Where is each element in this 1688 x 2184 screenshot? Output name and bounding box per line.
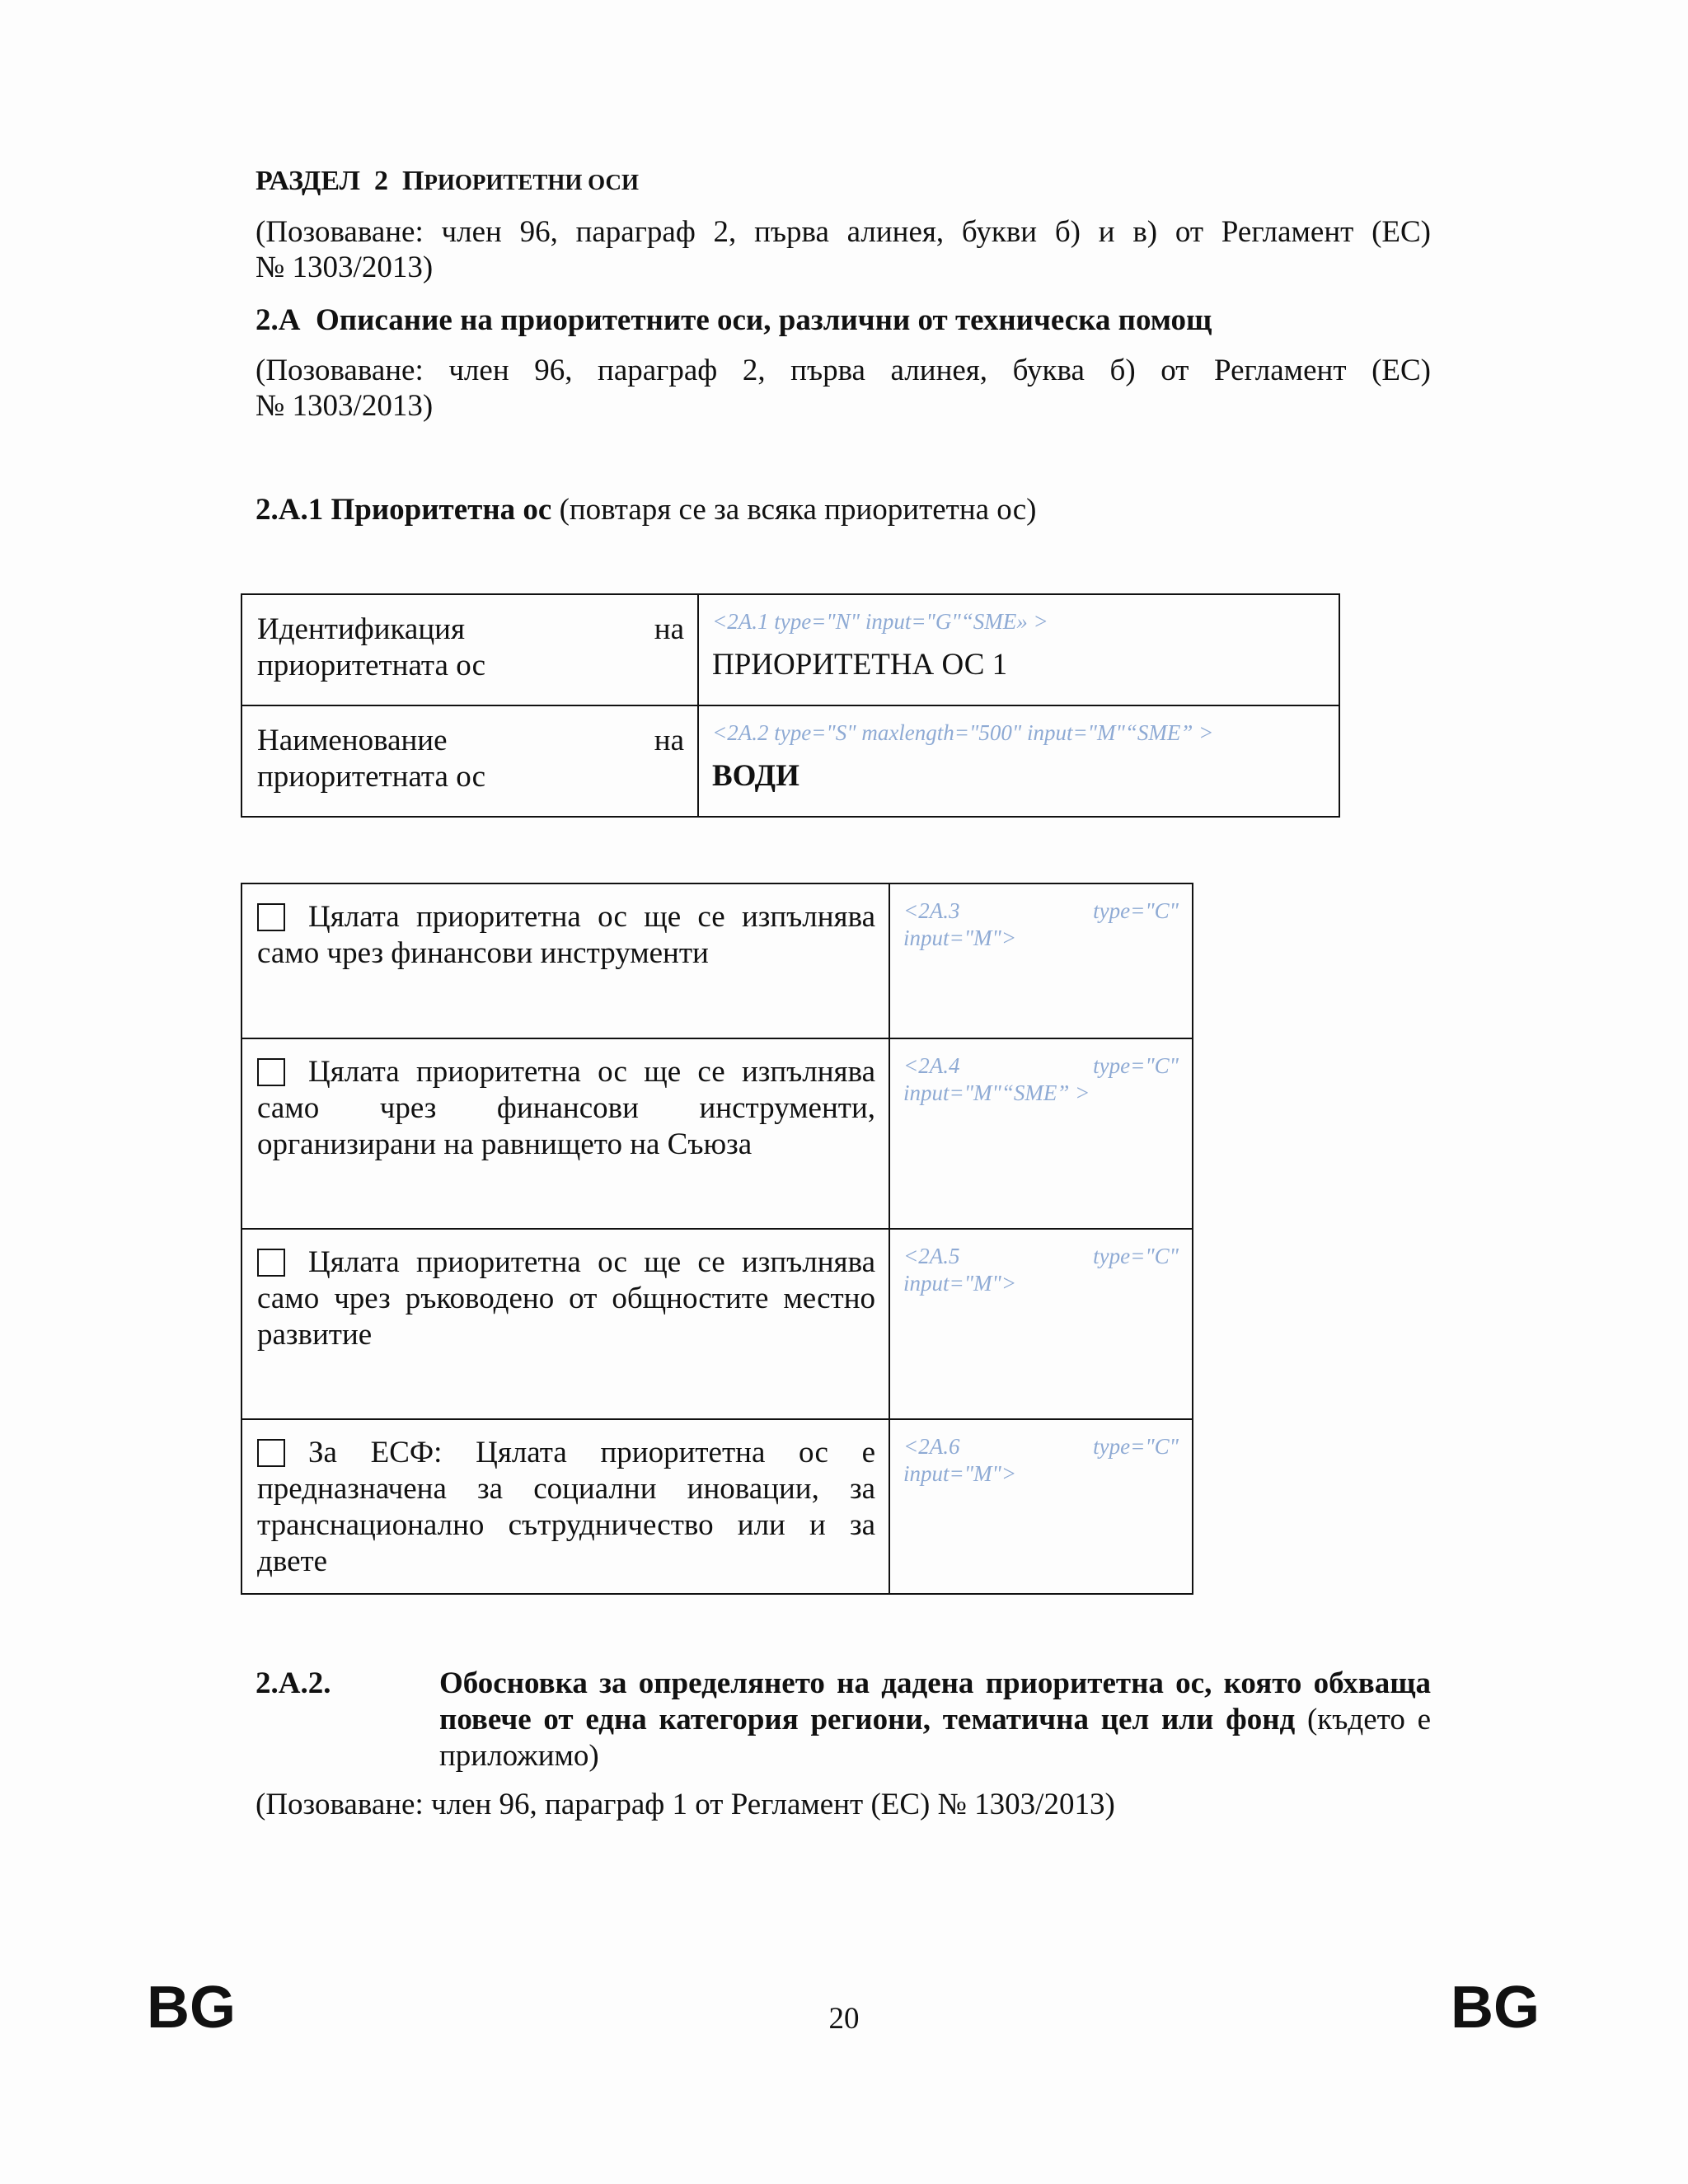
table-row	[241, 883, 1193, 1038]
option-text-cell	[241, 1038, 889, 1229]
option-meta-cell	[889, 1419, 1193, 1594]
option-field-input: input="M">	[903, 926, 1017, 950]
option-text-cell	[241, 1419, 889, 1594]
option-line: само чрез финансови инструменти	[257, 936, 709, 970]
implementation-options-table	[241, 883, 1193, 1595]
subsection-2a2-number: 2.А.2.	[256, 1666, 331, 1700]
option-field-type: type="C"	[1093, 1244, 1179, 1268]
option-field-input: input="M">	[903, 1271, 1017, 1296]
option-line: предназначена за социални иновации, за	[257, 1472, 875, 1506]
table-row	[241, 1038, 1193, 1229]
option-field-code: <2A.6	[903, 1434, 960, 1459]
axis-id-value-cell[interactable]	[698, 594, 1339, 705]
subsection-2a2-heading-line-2-tail: (където е	[1295, 1703, 1431, 1736]
page-number: 20	[828, 2002, 860, 2036]
option-text-cell	[241, 1229, 889, 1419]
option-field-type: type="C"	[1093, 1434, 1179, 1459]
section-title-small: РИОРИТЕТНИ ОСИ	[424, 170, 640, 194]
footer-language-mark-left: BG	[147, 1975, 236, 2041]
table-row	[241, 705, 1339, 817]
option-field-code: <2A.5	[903, 1244, 960, 1268]
option-field-input: input="M">	[903, 1461, 1017, 1486]
subsection-2a2-heading-line-3: приложимо)	[439, 1739, 599, 1773]
priority-axis-table	[241, 593, 1340, 818]
axis-id-label-word: Идентификация	[257, 612, 465, 646]
option-line-1: Цялата приоритетна ос ще се изпълнява	[308, 900, 875, 934]
option-field-type: type="C"	[1093, 898, 1179, 923]
subsection-2a-heading: 2.А Описание на приоритетните оси, различни от техническа помощ	[256, 303, 1212, 337]
financial-instruments-checkbox[interactable]	[257, 903, 285, 931]
option-line: само чрез ръководено от общностите местно	[257, 1282, 875, 1315]
subsection-2a1-heading-bold: 2.А.1 Приоритетна ос	[256, 493, 552, 527]
subsection-2a1-heading-note: (повтаря се за всяка приоритетна ос)	[551, 493, 1037, 527]
axis-id-label-line2: приоритетната ос	[257, 649, 486, 682]
axis-name-label-word: Наименование	[257, 724, 448, 757]
axis-name-label-cell	[241, 705, 698, 817]
option-line: транснационално сътрудничество или и за	[257, 1508, 875, 1542]
axis-name-value: ВОДИ	[712, 759, 799, 793]
axis-name-value-cell[interactable]	[698, 705, 1339, 817]
axis-id-label-cell	[241, 594, 698, 705]
option-field-type: type="C"	[1093, 1053, 1179, 1078]
option-field-input: input="M"“SME” >	[903, 1080, 1090, 1105]
option-line-1: Цялата приоритетна ос ще се изпълнява	[308, 1055, 875, 1089]
option-meta-cell	[889, 883, 1193, 1038]
axis-id-label-na: на	[654, 612, 684, 646]
option-field-code: <2A.3	[903, 898, 960, 923]
axis-name-label-line2: приоритетната ос	[257, 760, 486, 794]
subsection-2a2-reference: (Позоваване: член 96, параграф 1 от Регламент (ЕС) № 1303/2013)	[256, 1788, 1115, 1821]
subsection-2a-reference-line-1: (Позоваване: член 96, параграф 2, първа алинея, буква б) от Регламент (ЕС)	[256, 354, 1431, 387]
table-row	[241, 1229, 1193, 1419]
subsection-2a2-heading-line-2	[439, 1702, 1431, 1738]
subsection-2a1-heading	[256, 492, 1431, 528]
option-meta-cell	[889, 1229, 1193, 1419]
esf-social-innovation-checkbox[interactable]	[257, 1439, 285, 1467]
axis-id-value: ПРИОРИТЕТНА ОС 1	[712, 648, 1008, 682]
section-reference-line-1: (Позоваване: член 96, параграф 2, първа алинея, букви б) и в) от Регламент (ЕС)	[256, 215, 1431, 249]
option-line-1: Цялата приоритетна ос ще се изпълнява	[308, 1245, 875, 1279]
footer-language-mark-right: BG	[1451, 1975, 1540, 2041]
option-line: организирани на равнището на Съюза	[257, 1127, 753, 1161]
option-text-cell	[241, 883, 889, 1038]
section-title-cap: П	[401, 166, 424, 196]
subsection-2a2-heading-line-1: Обосновка за определянето на дадена приоритетна ос, която обхваща	[439, 1666, 1431, 1700]
axis-name-label-na: на	[654, 724, 684, 757]
option-line: само чрез финансови инструменти,	[257, 1091, 875, 1125]
table-row	[241, 594, 1339, 705]
axis-id-field-code: <2A.1 type="N" input="G"“SME» >	[712, 609, 1048, 634]
section-title-prefix: РАЗДЕЛ 2	[256, 166, 402, 196]
subsection-2a2-heading	[439, 1666, 1431, 1774]
option-line: развитие	[257, 1318, 373, 1352]
subsection-2a2-heading-line-2-bold: повече от една категория региони, тематична цел или фонд	[439, 1703, 1296, 1736]
option-meta-cell	[889, 1038, 1193, 1229]
union-level-instruments-checkbox[interactable]	[257, 1058, 285, 1086]
section-title	[256, 163, 639, 199]
table-row	[241, 1419, 1193, 1594]
community-led-development-checkbox[interactable]	[257, 1249, 285, 1277]
section-reference-line-2: № 1303/2013)	[256, 251, 434, 284]
option-line: двете	[257, 1544, 328, 1578]
subsection-2a-reference-line-2: № 1303/2013)	[256, 389, 434, 423]
option-line-1: За ЕСФ: Цялата приоритетна ос е	[308, 1436, 875, 1469]
option-field-code: <2A.4	[903, 1053, 960, 1078]
axis-name-field-code: <2A.2 type="S" maxlength="500" input="M"“SME” >	[712, 720, 1214, 745]
